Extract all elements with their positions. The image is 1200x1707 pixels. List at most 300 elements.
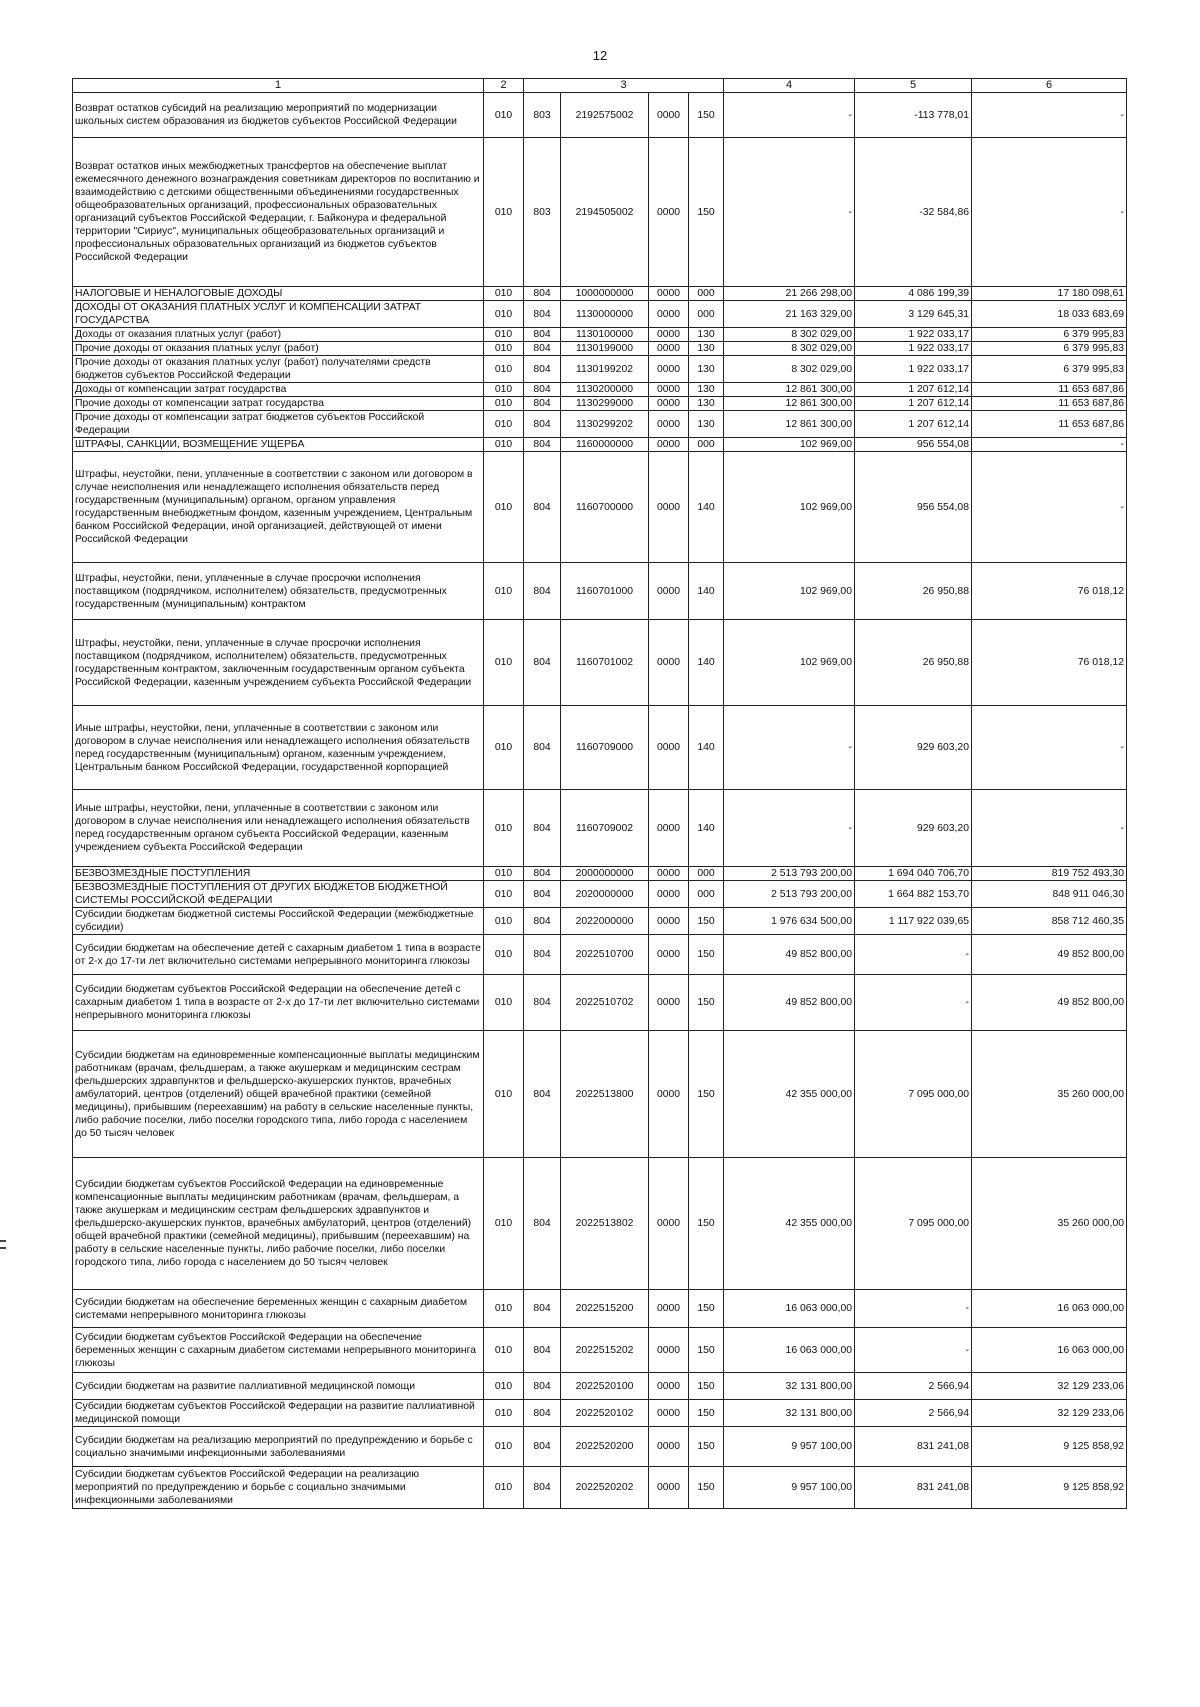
row-col-5: 7 095 000,00 bbox=[855, 1158, 972, 1290]
row-col-3-part-3: 0000 bbox=[649, 452, 689, 563]
table-row bbox=[73, 1031, 1127, 1158]
row-col-6: 32 129 233,06 bbox=[972, 1400, 1127, 1427]
row-col-4: 21 266 298,00 bbox=[724, 287, 855, 301]
row-col-3-part-4: 150 bbox=[689, 975, 724, 1031]
row-col-3-part-1: 804 bbox=[524, 908, 561, 935]
row-col-3-part-3: 0000 bbox=[649, 881, 689, 908]
row-col-3-part-3: 0000 bbox=[649, 342, 689, 356]
row-name: Прочие доходы от компенсации затрат бюджетов субъектов Российской Федерации bbox=[73, 411, 484, 438]
row-col-6: - bbox=[972, 706, 1127, 790]
row-name: Доходы от компенсации затрат государства bbox=[73, 383, 484, 397]
row-name: Штрафы, неустойки, пени, уплаченные в случае просрочки исполнения поставщиком (подрядчиком, исполнителем) обязательств, предусмотренных государственным контрактом, заключенным государственным органом субъекта Российской Федерации, казенным учреждением субъекта Российской Федерации bbox=[73, 620, 484, 706]
row-col-3-part-2: 2022510702 bbox=[561, 975, 649, 1031]
row-col-3-part-1: 804 bbox=[524, 881, 561, 908]
row-col-3-part-4: 150 bbox=[689, 1373, 724, 1400]
row-col-3-part-2: 1000000000 bbox=[561, 287, 649, 301]
row-col-6: 9 125 858,92 bbox=[972, 1427, 1127, 1467]
row-col-3-part-3: 0000 bbox=[649, 1467, 689, 1509]
row-col-6: 18 033 683,69 bbox=[972, 301, 1127, 328]
row-col-2: 010 bbox=[484, 411, 524, 438]
table-row bbox=[73, 411, 1127, 438]
row-col-3-part-2: 2022510700 bbox=[561, 935, 649, 975]
row-col-3-part-2: 2022515202 bbox=[561, 1328, 649, 1373]
row-col-5: 1 117 922 039,65 bbox=[855, 908, 972, 935]
row-col-3-part-4: 000 bbox=[689, 287, 724, 301]
row-col-6: 9 125 858,92 bbox=[972, 1467, 1127, 1509]
row-name: Прочие доходы от оказания платных услуг (работ) получателями средств бюджетов субъектов Российской Федерации bbox=[73, 356, 484, 383]
row-col-3-part-1: 804 bbox=[524, 342, 561, 356]
row-col-3-part-4: 150 bbox=[689, 1427, 724, 1467]
table-row bbox=[73, 1373, 1127, 1400]
row-col-2: 010 bbox=[484, 1158, 524, 1290]
row-col-6: 11 653 687,86 bbox=[972, 397, 1127, 411]
row-col-4: - bbox=[724, 706, 855, 790]
row-col-2: 010 bbox=[484, 1328, 524, 1373]
row-col-3-part-3: 0000 bbox=[649, 138, 689, 287]
row-col-3-part-4: 130 bbox=[689, 342, 724, 356]
scan-edge-mark bbox=[0, 1240, 6, 1242]
page-number: 12 bbox=[592, 48, 608, 63]
row-col-3-part-3: 0000 bbox=[649, 1031, 689, 1158]
row-col-3-part-4: 130 bbox=[689, 328, 724, 342]
table-row bbox=[73, 975, 1127, 1031]
row-col-3-part-2: 2022513800 bbox=[561, 1031, 649, 1158]
row-col-6: 76 018,12 bbox=[972, 563, 1127, 620]
row-col-3-part-4: 130 bbox=[689, 411, 724, 438]
row-col-3-part-4: 140 bbox=[689, 563, 724, 620]
row-col-5: 1 207 612,14 bbox=[855, 383, 972, 397]
row-col-2: 010 bbox=[484, 908, 524, 935]
row-col-3-part-1: 804 bbox=[524, 706, 561, 790]
row-col-3-part-3: 0000 bbox=[649, 1427, 689, 1467]
row-col-2: 010 bbox=[484, 438, 524, 452]
table-row bbox=[73, 397, 1127, 411]
row-name: Штрафы, неустойки, пени, уплаченные в случае просрочки исполнения поставщиком (подрядчиком, исполнителем) обязательств, предусмотренных государственным (муниципальным) контрактом bbox=[73, 563, 484, 620]
row-col-3-part-3: 0000 bbox=[649, 1373, 689, 1400]
row-col-5: 1 207 612,14 bbox=[855, 411, 972, 438]
row-col-5: - bbox=[855, 935, 972, 975]
row-col-6: 16 063 000,00 bbox=[972, 1290, 1127, 1328]
row-col-5: - bbox=[855, 1290, 972, 1328]
row-col-5: - bbox=[855, 975, 972, 1031]
row-name: Возврат остатков субсидий на реализацию мероприятий по модернизации школьных систем образования из бюджетов субъектов Российской Федерации bbox=[73, 93, 484, 138]
row-col-2: 010 bbox=[484, 138, 524, 287]
row-col-2: 010 bbox=[484, 1427, 524, 1467]
table-row bbox=[73, 620, 1127, 706]
row-col-4: 8 302 029,00 bbox=[724, 356, 855, 383]
row-col-4: 8 302 029,00 bbox=[724, 328, 855, 342]
row-name: Прочие доходы от оказания платных услуг (работ) bbox=[73, 342, 484, 356]
row-col-3-part-1: 804 bbox=[524, 563, 561, 620]
row-col-3-part-2: 2022520202 bbox=[561, 1467, 649, 1509]
table-row bbox=[73, 1400, 1127, 1427]
row-col-5: 1 922 033,17 bbox=[855, 356, 972, 383]
row-name: Субсидии бюджетам на развитие паллиативной медицинской помощи bbox=[73, 1373, 484, 1400]
row-col-5: 2 566,94 bbox=[855, 1400, 972, 1427]
row-col-3-part-4: 150 bbox=[689, 1400, 724, 1427]
row-col-6: 35 260 000,00 bbox=[972, 1031, 1127, 1158]
row-col-3-part-2: 1130000000 bbox=[561, 301, 649, 328]
header-col-1: 1 bbox=[73, 79, 484, 93]
row-col-2: 010 bbox=[484, 356, 524, 383]
row-col-4: 49 852 800,00 bbox=[724, 975, 855, 1031]
row-col-4: 32 131 800,00 bbox=[724, 1400, 855, 1427]
row-col-3-part-3: 0000 bbox=[649, 975, 689, 1031]
row-col-6: 848 911 046,30 bbox=[972, 881, 1127, 908]
row-col-3-part-3: 0000 bbox=[649, 563, 689, 620]
row-col-2: 010 bbox=[484, 1467, 524, 1509]
row-col-4: 16 063 000,00 bbox=[724, 1290, 855, 1328]
table-row bbox=[73, 287, 1127, 301]
row-col-3-part-2: 1130199202 bbox=[561, 356, 649, 383]
row-col-2: 010 bbox=[484, 1373, 524, 1400]
row-col-3-part-4: 000 bbox=[689, 438, 724, 452]
row-col-3-part-1: 804 bbox=[524, 975, 561, 1031]
row-col-4: 8 302 029,00 bbox=[724, 342, 855, 356]
row-col-2: 010 bbox=[484, 452, 524, 563]
row-col-6: 49 852 800,00 bbox=[972, 975, 1127, 1031]
row-col-3-part-2: 1130299202 bbox=[561, 411, 649, 438]
row-col-3-part-1: 804 bbox=[524, 438, 561, 452]
row-col-2: 010 bbox=[484, 1031, 524, 1158]
row-name: Субсидии бюджетам на единовременные компенсационные выплаты медицинским работникам (врачам, фельдшерам, а также акушеркам и медицинским сестрам фельдшерских здравпунктов и фельдшерско-акушерских пунктов, врачебных амбулаторий, центров (отделений) общей врачебной практики (семейной медицины), прибывшим (переехавшим) на работу в сельские населенные пункты, либо рабочие поселки, либо поселки городского типа, либо города с населением до 50 тысяч человек bbox=[73, 1031, 484, 1158]
row-col-3-part-2: 2194505002 bbox=[561, 138, 649, 287]
row-col-3-part-2: 1130200000 bbox=[561, 383, 649, 397]
row-name: БЕЗВОЗМЕЗДНЫЕ ПОСТУПЛЕНИЯ ОТ ДРУГИХ БЮДЖЕТОВ БЮДЖЕТНОЙ СИСТЕМЫ РОССИЙСКОЙ ФЕДЕРАЦИИ bbox=[73, 881, 484, 908]
row-col-2: 010 bbox=[484, 383, 524, 397]
row-col-3-part-3: 0000 bbox=[649, 908, 689, 935]
table-row bbox=[73, 383, 1127, 397]
row-col-4: 12 861 300,00 bbox=[724, 397, 855, 411]
row-col-3-part-4: 140 bbox=[689, 790, 724, 867]
row-name: Иные штрафы, неустойки, пени, уплаченные в соответствии с законом или договором в случае неисполнения или ненадлежащего исполнения обязательств перед государственным (муниципальным) органом, казенным учреждением, Центральным банком Российской Федерации, государственной корпорацией bbox=[73, 706, 484, 790]
row-name: Доходы от оказания платных услуг (работ) bbox=[73, 328, 484, 342]
row-col-3-part-2: 1130100000 bbox=[561, 328, 649, 342]
row-col-6: - bbox=[972, 790, 1127, 867]
row-col-4: 12 861 300,00 bbox=[724, 411, 855, 438]
table-row bbox=[73, 1290, 1127, 1328]
row-col-3-part-3: 0000 bbox=[649, 1400, 689, 1427]
row-name: Возврат остатков иных межбюджетных трансфертов на обеспечение выплат ежемесячного денежного вознаграждения советникам директоров по воспитанию и взаимодействию с детскими общественными объединениями государственных общеобразовательных организаций, профессиональных образовательных организаций субъектов Российской Федерации, г. Байконура и федеральной территории "Сириус", муниципальных общеобразовательных организаций и профессиональных образовательных организаций из бюджетов субъектов Российской Федерации bbox=[73, 138, 484, 287]
row-col-5: - bbox=[855, 1328, 972, 1373]
row-col-6: - bbox=[972, 452, 1127, 563]
row-col-5: 831 241,08 bbox=[855, 1467, 972, 1509]
row-col-6: 11 653 687,86 bbox=[972, 383, 1127, 397]
row-col-3-part-4: 150 bbox=[689, 1467, 724, 1509]
table-row bbox=[73, 706, 1127, 790]
row-col-3-part-2: 1160700000 bbox=[561, 452, 649, 563]
row-col-3-part-4: 150 bbox=[689, 908, 724, 935]
row-col-5: 4 086 199,39 bbox=[855, 287, 972, 301]
row-col-5: 26 950,88 bbox=[855, 563, 972, 620]
row-col-3-part-1: 803 bbox=[524, 138, 561, 287]
row-col-4: 1 976 634 500,00 bbox=[724, 908, 855, 935]
row-col-4: 12 861 300,00 bbox=[724, 383, 855, 397]
row-col-3-part-4: 140 bbox=[689, 620, 724, 706]
row-col-4: 102 969,00 bbox=[724, 620, 855, 706]
row-col-3-part-2: 2022520200 bbox=[561, 1427, 649, 1467]
row-col-4: 16 063 000,00 bbox=[724, 1328, 855, 1373]
row-col-2: 010 bbox=[484, 563, 524, 620]
row-col-5: 956 554,08 bbox=[855, 452, 972, 563]
row-col-3-part-2: 1130299000 bbox=[561, 397, 649, 411]
row-col-3-part-4: 140 bbox=[689, 706, 724, 790]
row-col-6: 6 379 995,83 bbox=[972, 356, 1127, 383]
row-col-3-part-2: 2022513802 bbox=[561, 1158, 649, 1290]
table-row bbox=[73, 1467, 1127, 1509]
row-col-3-part-1: 804 bbox=[524, 935, 561, 975]
row-col-5: -32 584,86 bbox=[855, 138, 972, 287]
row-col-3-part-4: 130 bbox=[689, 397, 724, 411]
row-col-3-part-2: 1130199000 bbox=[561, 342, 649, 356]
table-header-row bbox=[73, 79, 1127, 93]
row-name: Субсидии бюджетам бюджетной системы Российской Федерации (межбюджетные субсидии) bbox=[73, 908, 484, 935]
row-col-3-part-1: 804 bbox=[524, 1328, 561, 1373]
row-col-3-part-2: 2022520102 bbox=[561, 1400, 649, 1427]
row-col-3-part-2: 2022515200 bbox=[561, 1290, 649, 1328]
row-col-5: 3 129 645,31 bbox=[855, 301, 972, 328]
row-col-3-part-1: 804 bbox=[524, 301, 561, 328]
row-name: НАЛОГОВЫЕ И НЕНАЛОГОВЫЕ ДОХОДЫ bbox=[73, 287, 484, 301]
row-col-5: 7 095 000,00 bbox=[855, 1031, 972, 1158]
row-name: Субсидии бюджетам на обеспечение детей с сахарным диабетом 1 типа в возрасте от 2-х до 17-ти лет включительно системами непрерывного мониторинга глюкозы bbox=[73, 935, 484, 975]
row-col-5: 1 664 882 153,70 bbox=[855, 881, 972, 908]
row-col-3-part-4: 150 bbox=[689, 935, 724, 975]
row-col-2: 010 bbox=[484, 620, 524, 706]
row-col-6: 76 018,12 bbox=[972, 620, 1127, 706]
row-col-5: 929 603,20 bbox=[855, 790, 972, 867]
header-col-3: 3 bbox=[524, 79, 724, 93]
row-col-2: 010 bbox=[484, 867, 524, 881]
row-col-4: - bbox=[724, 93, 855, 138]
row-name: Субсидии бюджетам субъектов Российской Федерации на единовременные компенсационные выплаты медицинским работникам (врачам, фельдшерам, а также акушеркам и медицинским сестрам фельдшерских здравпунктов и фельдшерско-акушерских пунктов, врачебных амбулаторий, центров (отделений) общей врачебной практики (семейной медицины), прибывшим (переехавшим) на работу в сельские населенные пункты, либо рабочие поселки, либо поселки городского типа, либо города с населением до 50 тысяч человек bbox=[73, 1158, 484, 1290]
row-col-6: 32 129 233,06 bbox=[972, 1373, 1127, 1400]
row-col-3-part-1: 804 bbox=[524, 1031, 561, 1158]
row-col-3-part-2: 2022520100 bbox=[561, 1373, 649, 1400]
row-col-3-part-1: 804 bbox=[524, 1427, 561, 1467]
row-col-6: - bbox=[972, 93, 1127, 138]
row-col-5: 831 241,08 bbox=[855, 1427, 972, 1467]
row-col-3-part-1: 804 bbox=[524, 411, 561, 438]
row-name: Субсидии бюджетам субъектов Российской Федерации на обеспечение детей с сахарным диабетом 1 типа в возрасте от 2-х до 17-ти лет включительно системами непрерывного мониторинга глюкозы bbox=[73, 975, 484, 1031]
row-col-6: 819 752 493,30 bbox=[972, 867, 1127, 881]
row-col-3-part-2: 1160000000 bbox=[561, 438, 649, 452]
row-col-3-part-4: 130 bbox=[689, 356, 724, 383]
row-col-4: 49 852 800,00 bbox=[724, 935, 855, 975]
header-col-2: 2 bbox=[484, 79, 524, 93]
row-col-3-part-2: 2022000000 bbox=[561, 908, 649, 935]
row-col-3-part-1: 804 bbox=[524, 1158, 561, 1290]
row-col-3-part-3: 0000 bbox=[649, 397, 689, 411]
row-col-2: 010 bbox=[484, 881, 524, 908]
row-col-3-part-2: 1160701002 bbox=[561, 620, 649, 706]
row-col-3-part-4: 150 bbox=[689, 1328, 724, 1373]
row-col-3-part-4: 000 bbox=[689, 301, 724, 328]
row-col-5: -113 778,01 bbox=[855, 93, 972, 138]
table-row bbox=[73, 790, 1127, 867]
row-col-3-part-1: 804 bbox=[524, 1373, 561, 1400]
row-col-3-part-1: 804 bbox=[524, 1290, 561, 1328]
row-col-4: 102 969,00 bbox=[724, 563, 855, 620]
row-name: ДОХОДЫ ОТ ОКАЗАНИЯ ПЛАТНЫХ УСЛУГ И КОМПЕНСАЦИИ ЗАТРАТ ГОСУДАРСТВА bbox=[73, 301, 484, 328]
table-row bbox=[73, 935, 1127, 975]
table-row bbox=[73, 138, 1127, 287]
table-row bbox=[73, 438, 1127, 452]
row-col-4: 2 513 793 200,00 bbox=[724, 881, 855, 908]
row-col-2: 010 bbox=[484, 397, 524, 411]
row-col-2: 010 bbox=[484, 935, 524, 975]
row-col-6: 35 260 000,00 bbox=[972, 1158, 1127, 1290]
row-col-3-part-4: 150 bbox=[689, 93, 724, 138]
row-col-2: 010 bbox=[484, 1290, 524, 1328]
row-col-5: 1 922 033,17 bbox=[855, 328, 972, 342]
row-col-3-part-1: 804 bbox=[524, 620, 561, 706]
row-col-3-part-3: 0000 bbox=[649, 328, 689, 342]
row-col-5: 26 950,88 bbox=[855, 620, 972, 706]
row-col-4: - bbox=[724, 790, 855, 867]
scan-edge-mark bbox=[0, 1247, 6, 1249]
table-row bbox=[73, 342, 1127, 356]
header-col-6: 6 bbox=[972, 79, 1127, 93]
table-row bbox=[73, 1427, 1127, 1467]
row-col-6: 6 379 995,83 bbox=[972, 342, 1127, 356]
row-col-3-part-4: 140 bbox=[689, 452, 724, 563]
row-name: Субсидии бюджетам субъектов Российской Федерации на развитие паллиативной медицинской помощи bbox=[73, 1400, 484, 1427]
row-col-3-part-2: 1160709000 bbox=[561, 706, 649, 790]
row-col-3-part-3: 0000 bbox=[649, 356, 689, 383]
table-row bbox=[73, 93, 1127, 138]
row-col-3-part-1: 803 bbox=[524, 93, 561, 138]
table-row bbox=[73, 881, 1127, 908]
row-col-6: 6 379 995,83 bbox=[972, 328, 1127, 342]
row-col-3-part-3: 0000 bbox=[649, 1290, 689, 1328]
row-name: Штрафы, неустойки, пени, уплаченные в соответствии с законом или договором в случае неисполнения или ненадлежащего исполнения обязательств перед государственным (муниципальным) органом, органом управления государственным внебюджетным фондом, казенным учреждением, Центральным банком Российской Федерации, иной организацией, действующей от имени Российской Федерации bbox=[73, 452, 484, 563]
row-col-4: 9 957 100,00 bbox=[724, 1467, 855, 1509]
row-col-4: 2 513 793 200,00 bbox=[724, 867, 855, 881]
header-col-5: 5 bbox=[855, 79, 972, 93]
row-col-4: 32 131 800,00 bbox=[724, 1373, 855, 1400]
row-col-3-part-3: 0000 bbox=[649, 301, 689, 328]
row-col-2: 010 bbox=[484, 1400, 524, 1427]
row-col-3-part-1: 804 bbox=[524, 287, 561, 301]
row-col-3-part-3: 0000 bbox=[649, 287, 689, 301]
row-col-3-part-2: 2000000000 bbox=[561, 867, 649, 881]
row-col-6: 858 712 460,35 bbox=[972, 908, 1127, 935]
row-col-3-part-3: 0000 bbox=[649, 1328, 689, 1373]
row-col-3-part-4: 150 bbox=[689, 138, 724, 287]
row-col-5: 1 922 033,17 bbox=[855, 342, 972, 356]
row-col-4: - bbox=[724, 138, 855, 287]
row-col-3-part-1: 804 bbox=[524, 328, 561, 342]
row-col-3-part-1: 804 bbox=[524, 1400, 561, 1427]
table-row bbox=[73, 328, 1127, 342]
row-col-4: 9 957 100,00 bbox=[724, 1427, 855, 1467]
row-col-3-part-2: 2192575002 bbox=[561, 93, 649, 138]
row-col-3-part-1: 804 bbox=[524, 1467, 561, 1509]
row-name: Субсидии бюджетам на обеспечение беременных женщин с сахарным диабетом системами непрерывного мониторинга глюкозы bbox=[73, 1290, 484, 1328]
row-col-3-part-1: 804 bbox=[524, 790, 561, 867]
row-col-3-part-3: 0000 bbox=[649, 706, 689, 790]
table-row bbox=[73, 867, 1127, 881]
row-col-3-part-4: 130 bbox=[689, 383, 724, 397]
table-row bbox=[73, 452, 1127, 563]
row-col-6: 17 180 098,61 bbox=[972, 287, 1127, 301]
row-col-3-part-3: 0000 bbox=[649, 438, 689, 452]
row-col-4: 21 163 329,00 bbox=[724, 301, 855, 328]
row-col-6: 16 063 000,00 bbox=[972, 1328, 1127, 1373]
row-col-4: 42 355 000,00 bbox=[724, 1031, 855, 1158]
row-col-3-part-2: 2020000000 bbox=[561, 881, 649, 908]
row-col-5: 929 603,20 bbox=[855, 706, 972, 790]
row-col-5: 2 566,94 bbox=[855, 1373, 972, 1400]
row-col-3-part-3: 0000 bbox=[649, 383, 689, 397]
row-col-3-part-3: 0000 bbox=[649, 620, 689, 706]
row-col-4: 102 969,00 bbox=[724, 452, 855, 563]
row-col-2: 010 bbox=[484, 706, 524, 790]
table-row bbox=[73, 563, 1127, 620]
row-col-3-part-2: 1160709002 bbox=[561, 790, 649, 867]
row-col-3-part-2: 1160701000 bbox=[561, 563, 649, 620]
row-col-6: - bbox=[972, 138, 1127, 287]
table-row bbox=[73, 1158, 1127, 1290]
row-name: Субсидии бюджетам на реализацию мероприятий по предупреждению и борьбе с социально значимыми инфекционными заболеваниями bbox=[73, 1427, 484, 1467]
row-col-6: 49 852 800,00 bbox=[972, 935, 1127, 975]
row-name: ШТРАФЫ, САНКЦИИ, ВОЗМЕЩЕНИЕ УЩЕРБА bbox=[73, 438, 484, 452]
row-col-5: 1 207 612,14 bbox=[855, 397, 972, 411]
row-col-4: 102 969,00 bbox=[724, 438, 855, 452]
row-name: Субсидии бюджетам субъектов Российской Федерации на реализацию мероприятий по предупреждению и борьбе с социально значимыми инфекционными заболеваниями bbox=[73, 1467, 484, 1509]
row-col-2: 010 bbox=[484, 287, 524, 301]
budget-execution-table bbox=[72, 78, 1127, 1509]
row-col-3-part-4: 000 bbox=[689, 881, 724, 908]
row-col-3-part-3: 0000 bbox=[649, 93, 689, 138]
row-col-2: 010 bbox=[484, 328, 524, 342]
row-col-2: 010 bbox=[484, 301, 524, 328]
table-row bbox=[73, 1328, 1127, 1373]
row-col-2: 010 bbox=[484, 975, 524, 1031]
row-col-5: 956 554,08 bbox=[855, 438, 972, 452]
row-col-3-part-1: 804 bbox=[524, 452, 561, 563]
row-col-2: 010 bbox=[484, 342, 524, 356]
table-row bbox=[73, 908, 1127, 935]
row-name: БЕЗВОЗМЕЗДНЫЕ ПОСТУПЛЕНИЯ bbox=[73, 867, 484, 881]
row-name: Субсидии бюджетам субъектов Российской Федерации на обеспечение беременных женщин с сахарным диабетом системами непрерывного мониторинга глюкозы bbox=[73, 1328, 484, 1373]
row-col-3-part-3: 0000 bbox=[649, 790, 689, 867]
row-col-3-part-4: 150 bbox=[689, 1290, 724, 1328]
row-col-5: 1 694 040 706,70 bbox=[855, 867, 972, 881]
row-col-3-part-3: 0000 bbox=[649, 411, 689, 438]
row-col-3-part-4: 150 bbox=[689, 1158, 724, 1290]
row-col-4: 42 355 000,00 bbox=[724, 1158, 855, 1290]
row-col-2: 010 bbox=[484, 93, 524, 138]
row-col-6: - bbox=[972, 438, 1127, 452]
header-col-4: 4 bbox=[724, 79, 855, 93]
row-col-3-part-1: 804 bbox=[524, 397, 561, 411]
row-col-3-part-3: 0000 bbox=[649, 1158, 689, 1290]
row-col-3-part-1: 804 bbox=[524, 867, 561, 881]
row-col-3-part-3: 0000 bbox=[649, 935, 689, 975]
row-col-3-part-4: 150 bbox=[689, 1031, 724, 1158]
row-col-3-part-4: 000 bbox=[689, 867, 724, 881]
row-name: Прочие доходы от компенсации затрат государства bbox=[73, 397, 484, 411]
row-col-3-part-3: 0000 bbox=[649, 867, 689, 881]
row-col-3-part-1: 804 bbox=[524, 356, 561, 383]
row-col-2: 010 bbox=[484, 790, 524, 867]
row-col-6: 11 653 687,86 bbox=[972, 411, 1127, 438]
row-col-3-part-1: 804 bbox=[524, 383, 561, 397]
row-name: Иные штрафы, неустойки, пени, уплаченные в соответствии с законом или договором в случае неисполнения или ненадлежащего исполнения обязательств перед государственным органом субъекта Российской Федерации, казенным учреждением субъекта Российской Федерации bbox=[73, 790, 484, 867]
table-row bbox=[73, 301, 1127, 328]
